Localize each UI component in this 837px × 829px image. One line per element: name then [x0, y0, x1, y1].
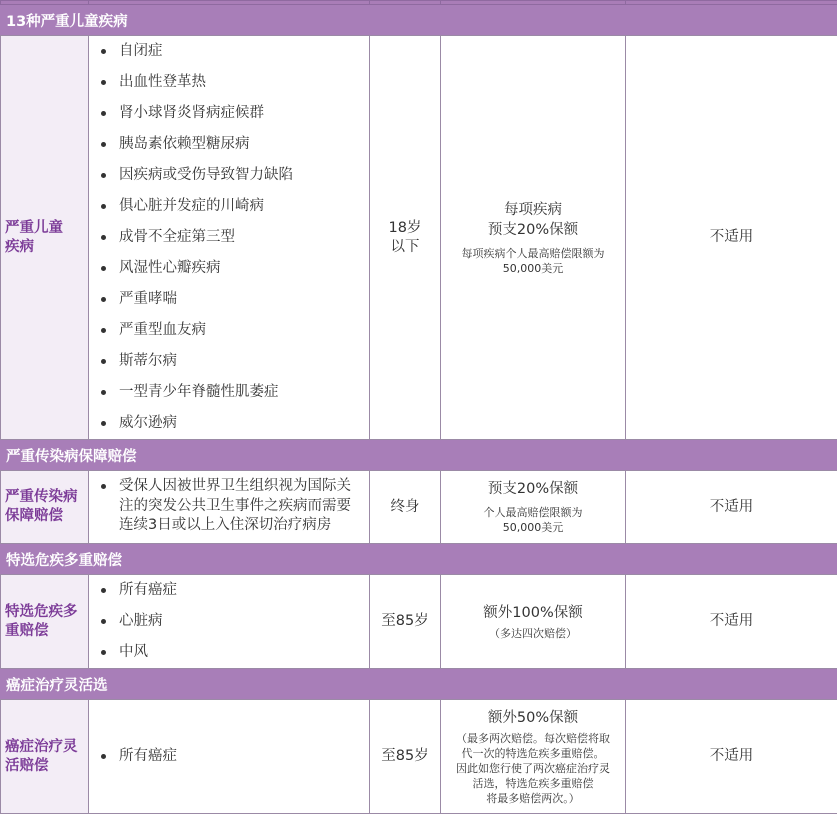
benefit-label: 癌症治疗灵 活赔偿	[1, 700, 89, 814]
condition-item: 俱心脏并发症的川崎病	[95, 191, 365, 222]
condition-item: 严重哮喘	[95, 284, 365, 315]
age-limit: 至85岁	[370, 700, 441, 814]
covered-conditions-cell	[89, 575, 370, 669]
section-header-row	[1, 544, 837, 575]
condition-list	[95, 575, 365, 668]
benefit-main-text: 每项疾病 预支20%保额	[487, 201, 579, 238]
age-limit: 终身	[370, 471, 441, 544]
age-limit: 至85岁	[370, 575, 441, 669]
section-title: 13种严重儿童疾病	[1, 5, 837, 36]
extra-benefit: 不适用	[626, 700, 837, 814]
benefit-row	[1, 471, 837, 544]
section-header-row	[1, 5, 837, 36]
condition-item: 胰岛素依赖型糖尿病	[95, 129, 365, 160]
condition-item: 风湿性心瓣疾病	[95, 253, 365, 284]
benefit-amount-cell	[441, 700, 626, 814]
benefit-note-text: 每项疾病个人最高赔偿限额为 50,000美元	[461, 246, 605, 275]
condition-item: 因疾病或受伤导致智力缺陷	[95, 160, 365, 191]
condition-item: 所有癌症	[95, 575, 365, 606]
benefit-row	[1, 700, 837, 814]
benefit-label: 严重儿童 疾病	[1, 36, 89, 440]
benefit-main-text: 额外50%保额	[487, 709, 579, 726]
condition-item: 中风	[95, 637, 365, 668]
benefit-label: 严重传染病 保障赔偿	[1, 471, 89, 544]
benefit-label: 特选危疾多 重赔偿	[1, 575, 89, 669]
benefit-amount-cell	[441, 36, 626, 440]
condition-item: 威尔逊病	[95, 408, 365, 439]
extra-benefit: 不适用	[626, 575, 837, 669]
section-title: 特选危疾多重赔偿	[1, 544, 837, 575]
benefit-note-text: 个人最高赔偿限额为 50,000美元	[483, 506, 583, 534]
age-limit: 18岁 以下	[370, 36, 441, 440]
condition-item: 严重型血友病	[95, 315, 365, 346]
section-title: 严重传染病保障赔偿	[1, 440, 837, 471]
condition-item: 斯蒂尔病	[95, 346, 365, 377]
condition-item: 出血性登革热	[95, 67, 365, 98]
condition-list	[95, 474, 365, 540]
section-title: 癌症治疗灵活选	[1, 669, 837, 700]
benefit-row	[1, 36, 837, 440]
benefit-row	[1, 575, 837, 669]
benefit-amount-cell	[441, 575, 626, 669]
condition-item: 一型青少年脊髓性肌萎症	[95, 377, 365, 408]
condition-item: 成骨不全症第三型	[95, 222, 365, 253]
covered-conditions-cell	[89, 700, 370, 814]
extra-benefit: 不适用	[626, 36, 837, 440]
benefit-main-text: 预支20%保额	[487, 481, 579, 497]
condition-item: 受保人因被世界卫生组织视为国际关注的突发公共卫生事件之疾病而需要连续3日或以上入住深切治疗病房	[95, 474, 365, 540]
condition-list	[95, 741, 365, 772]
section-header-row	[1, 440, 837, 471]
section-header-row	[1, 669, 837, 700]
condition-list	[95, 36, 365, 439]
condition-item: 自闭症	[95, 36, 365, 67]
condition-item: 心脏病	[95, 606, 365, 637]
covered-conditions-cell	[89, 471, 370, 544]
condition-item: 所有癌症	[95, 741, 365, 772]
benefit-main-text: 额外100%保额	[483, 604, 583, 621]
benefit-note-text: （最多两次赔偿。每次赔偿将取 代一次的特选危疾多重赔偿。 因此如您行使了两次癌症治疗灵 活选，特选危疾多重赔偿 将最多赔偿两次。）	[456, 731, 610, 805]
covered-conditions-cell	[89, 36, 370, 440]
extra-benefit: 不适用	[626, 471, 837, 544]
benefit-amount-cell	[441, 471, 626, 544]
benefit-note-text: （多达四次赔偿）	[489, 626, 577, 640]
condition-item: 肾小球肾炎肾病症候群	[95, 98, 365, 129]
